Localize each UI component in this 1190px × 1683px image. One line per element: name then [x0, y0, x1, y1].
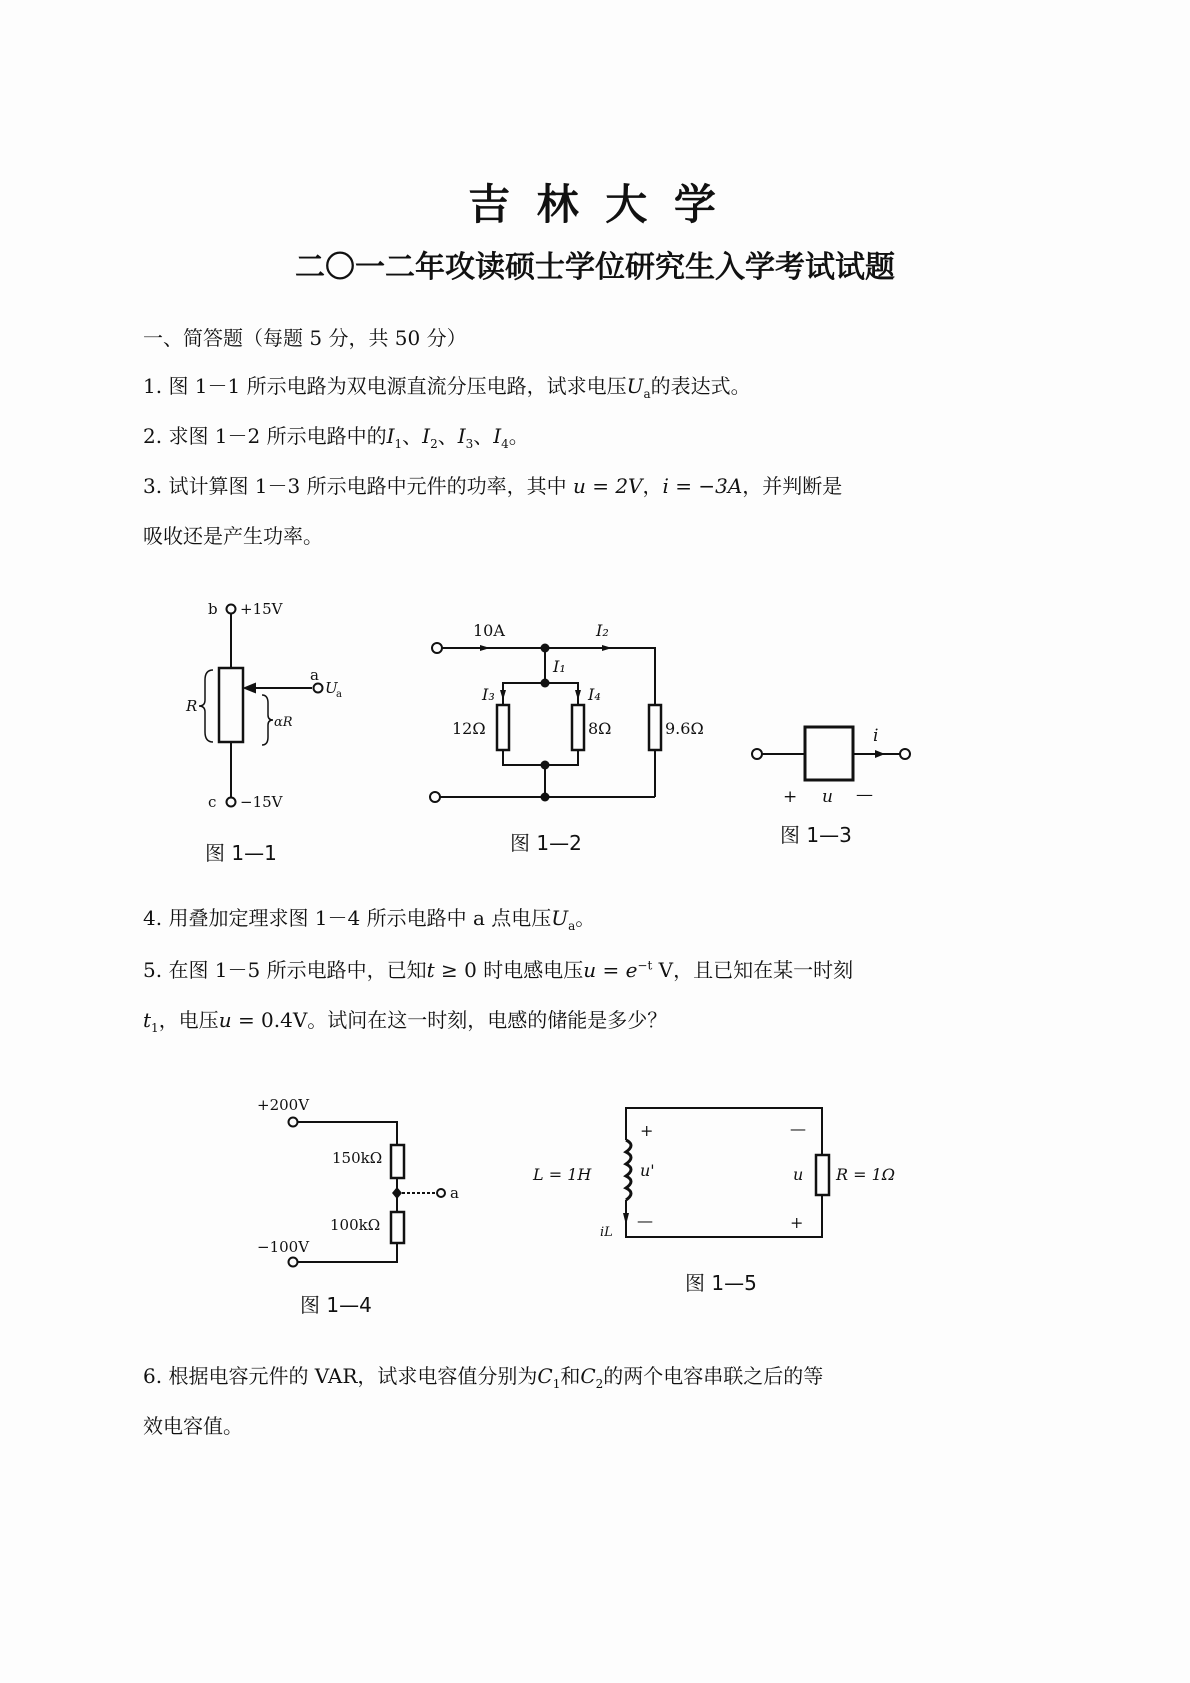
q6-text: 的两个电容串联之后的等 — [603, 1364, 824, 1388]
current-arrow-icon — [602, 645, 612, 651]
terminal-c — [227, 798, 236, 807]
q2-sub: 2 — [430, 437, 438, 451]
q5-exp: −t — [637, 958, 653, 973]
element-box — [805, 727, 853, 780]
label-100k: 100kΩ — [330, 1216, 381, 1234]
label-a: a — [310, 666, 319, 684]
caption-fig-1-2: 图 1—2 — [510, 831, 582, 855]
q2-var: I — [386, 424, 395, 448]
label-minus-right: — — [790, 1119, 806, 1138]
brace-r — [199, 670, 213, 742]
current-arrow-icon — [575, 690, 581, 700]
inductor — [626, 1140, 631, 1200]
potentiometer — [219, 668, 243, 742]
current-arrow-icon — [623, 1213, 629, 1225]
label-plus-left: + — [640, 1121, 654, 1140]
q2-text: 2. 求图 1－2 所示电路中的 — [143, 424, 387, 448]
q5-t1-sub: 1 — [151, 1021, 159, 1035]
resistor-8 — [572, 705, 584, 750]
question-6-line2: 效电容值。 — [143, 1414, 243, 1438]
label-9-6ohm: 9.6Ω — [665, 719, 704, 738]
label-minus100v: −100V — [257, 1238, 310, 1256]
q4-sub: a — [568, 919, 576, 933]
label-l: L = 1H — [533, 1165, 592, 1184]
label-r: R = 1Ω — [836, 1165, 896, 1184]
label-i2: I₂ — [596, 621, 609, 640]
label-c: c — [208, 793, 217, 811]
q1-text-end: 的表达式。 — [650, 374, 751, 398]
question-3-line2: 吸收还是产生功率。 — [143, 524, 323, 548]
q2-end: 。 — [508, 424, 529, 448]
label-plus: + — [783, 787, 798, 807]
figure-1-5 — [532, 1108, 895, 1295]
q2-sub: 4 — [501, 437, 509, 451]
label-ua-sub: a — [336, 689, 342, 700]
q5-text: 5. 在图 1－5 所示电路中，已知 — [143, 958, 427, 982]
q5-text: ，电压 — [158, 1008, 219, 1032]
label-minus-left: — — [637, 1211, 653, 1230]
caption-fig-1-5: 图 1—5 — [685, 1271, 757, 1295]
label-8ohm: 8Ω — [588, 719, 612, 738]
terminal-a — [314, 684, 323, 693]
label-u-prime: u' — [640, 1161, 655, 1180]
label-plus15v: +15V — [240, 600, 283, 618]
label-i4: I₄ — [588, 685, 601, 704]
q5-text: ≥ 0 时电感电压 — [441, 958, 584, 982]
figure-1-1 — [185, 600, 342, 865]
resistor-150k — [391, 1145, 404, 1178]
q5-u: u = e — [583, 958, 638, 982]
caption-fig-1-1: 图 1—1 — [205, 841, 277, 865]
current-arrow-icon — [480, 645, 490, 651]
q5-t: t — [426, 958, 435, 982]
terminal-b — [227, 605, 236, 614]
label-12ohm: 12Ω — [452, 719, 486, 738]
label-u: u — [822, 787, 833, 807]
q6-c1-sub: 1 — [552, 1377, 561, 1391]
q3-sep: ， — [642, 474, 663, 498]
university-title: 吉 林 大 学 — [468, 180, 722, 229]
q3-text: 3. 试计算图 1－3 所示电路中元件的功率，其中 — [143, 474, 567, 498]
q5-text: = 0.4V。试问在这一时刻，电感的储能是多少？ — [237, 1008, 668, 1032]
q3-i: i = −3A — [662, 474, 743, 498]
label-minus15v: −15V — [240, 793, 283, 811]
label-alpha-r: αR — [274, 715, 293, 730]
q5-u2: u — [218, 1008, 232, 1032]
label-il: iL — [600, 1225, 613, 1240]
q1-sub: a — [643, 387, 651, 401]
resistor-r — [816, 1155, 829, 1195]
q2-sep: 、 — [473, 424, 494, 448]
label-u: u — [793, 1165, 804, 1184]
exam-title: 二〇一二年攻读硕士学位研究生入学考试试题 — [295, 250, 895, 285]
label-i3: I₃ — [482, 685, 495, 704]
label-150k: 150kΩ — [332, 1149, 383, 1167]
q4-var: U — [551, 906, 569, 930]
label-a: a — [450, 1184, 459, 1202]
q6-text: 6. 根据电容元件的 VAR，试求电容值分别为 — [143, 1364, 538, 1388]
current-arrow-icon — [875, 750, 885, 758]
resistor-9-6 — [649, 705, 661, 750]
q2-sep: 、 — [402, 424, 423, 448]
q3-text-end: ，并判断是 — [742, 474, 843, 498]
q6-and: 和 — [560, 1364, 581, 1388]
current-arrow-icon — [500, 690, 506, 700]
q4-text: 4. 用叠加定理求图 1－4 所示电路中 a 点电压 — [143, 906, 552, 930]
q6-c1: C — [537, 1364, 553, 1388]
label-r: R — [186, 697, 198, 715]
q2-var: I — [422, 424, 431, 448]
resistor-12 — [497, 705, 509, 750]
resistor-100k — [391, 1212, 404, 1243]
q2-sep: 、 — [437, 424, 458, 448]
q2-var: I — [457, 424, 466, 448]
label-plus200v: +200V — [257, 1096, 310, 1114]
q5-t1: t — [143, 1008, 152, 1032]
figure-1-4 — [257, 1096, 459, 1317]
section-heading: 一、简答题（每题 5 分，共 50 分） — [143, 326, 467, 350]
label-minus: — — [856, 785, 873, 805]
wiper-arrow-icon — [245, 684, 255, 692]
q3-u: u = 2V — [572, 474, 643, 498]
label-10a: 10A — [473, 621, 505, 640]
q2-var: I — [493, 424, 502, 448]
q5-text: V，且已知在某一时刻 — [658, 958, 854, 982]
terminal-a — [437, 1189, 445, 1197]
label-i1: I₁ — [553, 657, 566, 676]
figure-1-2 — [430, 621, 704, 855]
label-b: b — [208, 600, 218, 618]
brace-ar — [262, 695, 273, 745]
label-plus-right: + — [790, 1213, 804, 1232]
q1-text: 1. 图 1－1 所示电路为双电源直流分压电路，试求电压 — [143, 374, 627, 398]
label-ua: U — [325, 679, 338, 697]
label-i: i — [873, 726, 879, 746]
q6-c2-sub: 2 — [595, 1377, 604, 1391]
q2-sub: 1 — [394, 437, 403, 451]
q1-var: U — [626, 374, 644, 398]
q4-end: 。 — [575, 906, 596, 930]
q6-c2: C — [580, 1364, 596, 1388]
figure-1-3 — [752, 726, 910, 847]
caption-fig-1-4: 图 1—4 — [300, 1293, 372, 1317]
q2-sub: 3 — [465, 437, 474, 451]
caption-fig-1-3: 图 1—3 — [780, 823, 852, 847]
